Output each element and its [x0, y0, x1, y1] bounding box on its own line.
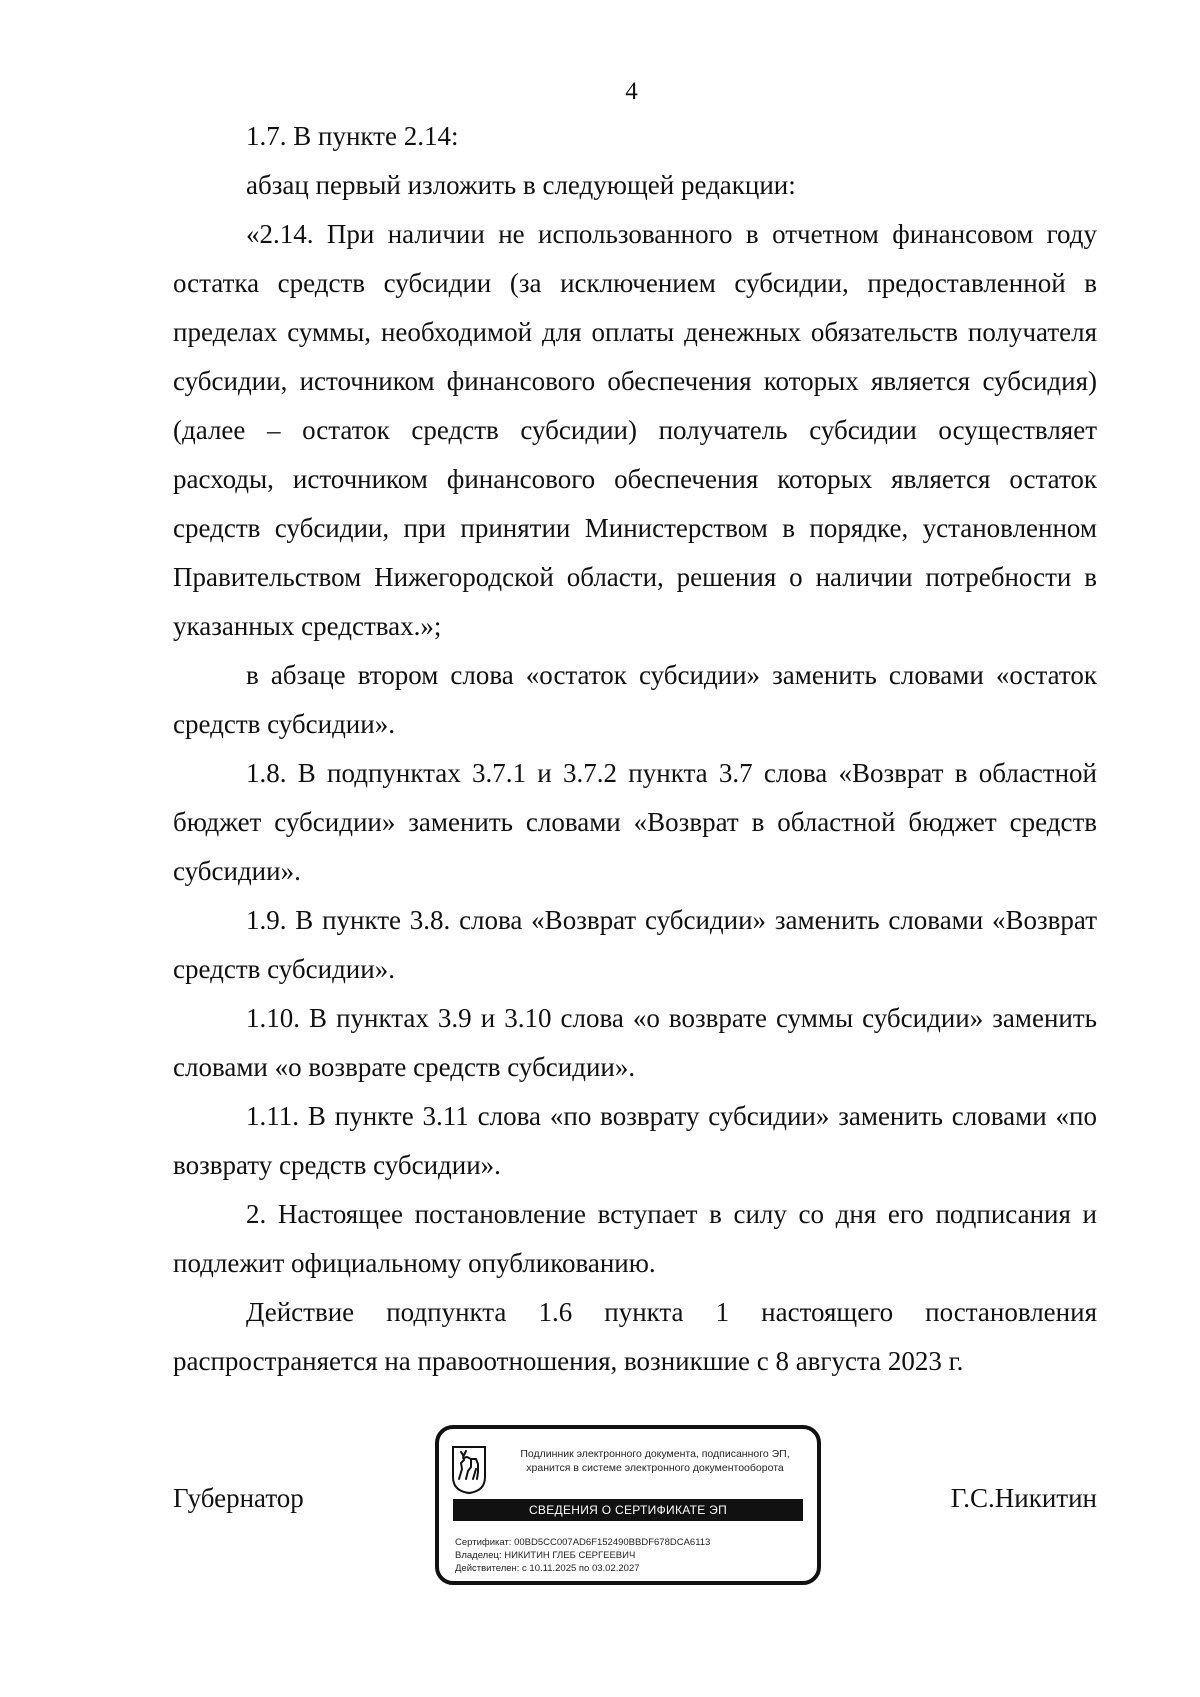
stamp-header [505, 1447, 805, 1475]
paragraph: «2.14. При наличии не использованного в отчетном финансовом году остатка средств субсидии (за исключением субсидии, предоставленной в пределах суммы, необходимой для оплаты денежных обязательств получателя субсидии, источником финансового обеспечения которых является субсидия) (далее – остаток средств субсидии) получатель субсидии осуществляет расходы, источником финансового обеспечения которых является остаток средств субсидии, при принятии Министерством в порядке, установленном Правительством Нижегородской области, решения о наличии потребности в указанных средствах.»; [173, 219, 1097, 641]
certificate-number: Сертификат: 00BD5CC007AD6F152490BBDF678DCA6113 [455, 1537, 711, 1548]
stamp-title-bar: СВЕДЕНИЯ О СЕРТИФИКАТЕ ЭП [453, 1499, 803, 1521]
paragraph: 2. Настоящее постановление вступает в силу со дня его подписания и подлежит официальному опубликованию. [173, 1199, 1097, 1278]
paragraph: 1.7. В пункте 2.14: [246, 121, 459, 151]
stamp-header-line: Подлинник электронного документа, подписанного ЭП, [520, 1448, 790, 1460]
page-number: 4 [625, 78, 638, 105]
paragraph: 1.9. В пункте 3.8. слова «Возврат субсидии» заменить словами «Возврат средств субсидии». [173, 905, 1097, 984]
certificate-owner: Владелец: НИКИТИН ГЛЕБ СЕРГЕЕВИЧ [455, 1550, 636, 1561]
paragraph: 1.8. В подпунктах 3.7.1 и 3.7.2 пункта 3.7 слова «Возврат в областной бюджет субсидии» заменить словами «Возврат в областной бюджет средств субсидии». [173, 758, 1097, 886]
stamp-header-line: хранится в системе электронного документооборота [526, 1462, 784, 1474]
electronic-signature-stamp [435, 1425, 821, 1585]
stamp-details [455, 1536, 710, 1575]
paragraph: 1.10. В пунктах 3.9 и 3.10 слова «о возврате суммы субсидии» заменить словами «о возврате средств субсидии». [173, 1003, 1097, 1082]
nizhny-novgorod-deer-emblem-icon [451, 1445, 487, 1495]
certificate-validity: Действителен: с 10.11.2025 по 03.02.2027 [455, 1563, 640, 1574]
signatory-name: Г.С.Никитин [950, 1483, 1097, 1513]
document-body [173, 112, 1097, 1386]
signatory-position: Губернатор [173, 1483, 304, 1513]
paragraph: Действие подпункта 1.6 пункта 1 настоящего постановления распространяется на правоотношения, возникшие с 8 августа 2023 г. [173, 1297, 1097, 1376]
paragraph: 1.11. В пункте 3.11 слова «по возврату субсидии» заменить словами «по возврату средств субсидии». [173, 1101, 1097, 1180]
paragraph: в абзаце втором слова «остаток субсидии» заменить словами «остаток средств субсидии». [173, 660, 1097, 739]
paragraph: абзац первый изложить в следующей редакции: [246, 170, 796, 200]
